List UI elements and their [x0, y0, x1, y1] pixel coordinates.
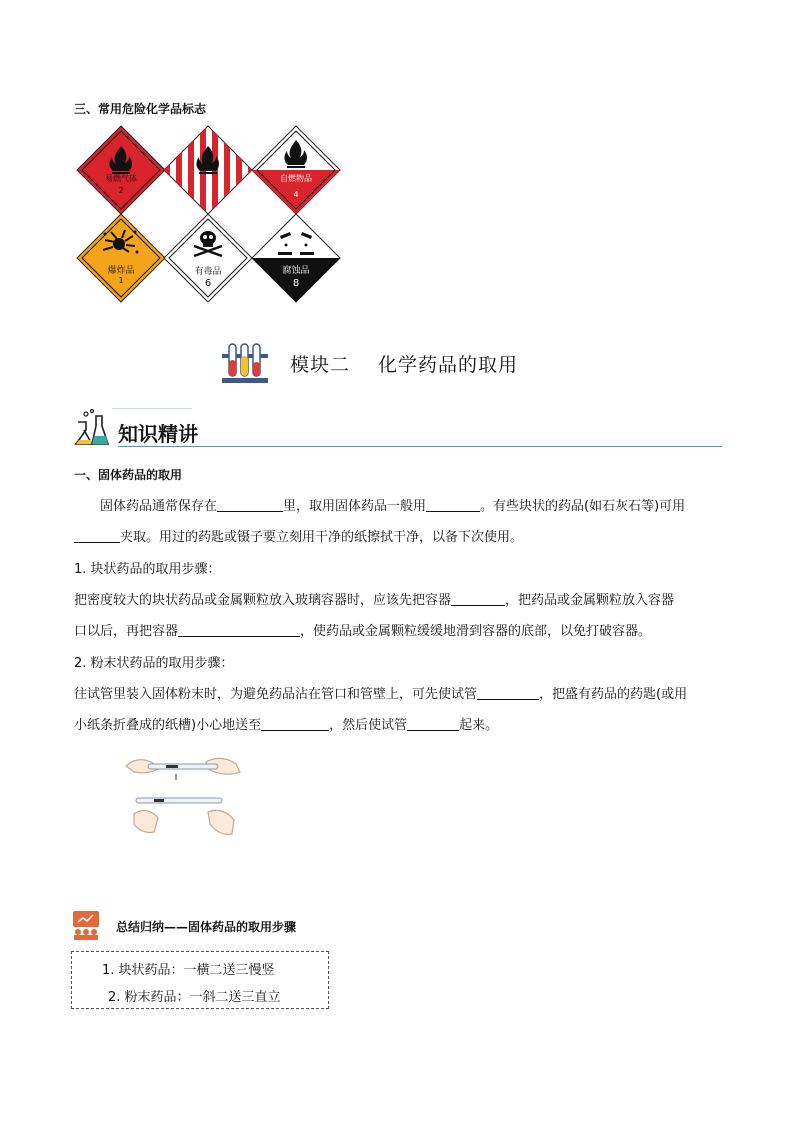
powder-text-b: ，把盛有药品的药匙(或用	[539, 687, 688, 702]
block-text-b: ，把药品或金属颗粒放入容器	[505, 593, 675, 608]
powder-text-e: 起来。	[459, 718, 499, 733]
block-text-a: 把密度较大的块状药品或金属颗粒放入玻璃容器时，应该先把容器	[74, 593, 452, 608]
sign-label: 易燃气体	[105, 174, 137, 183]
module-name: 模块二	[290, 354, 351, 376]
section-heading-danger-signs: 三、常用危险化学品标志	[74, 102, 207, 116]
sign-label: 自燃物品	[280, 174, 312, 183]
knowledge-header	[72, 406, 722, 450]
sign-label: 腐蚀品	[282, 266, 310, 276]
sign-number: 8	[292, 278, 300, 289]
hazard-sign-spontaneous-combustion	[250, 124, 342, 216]
module-topic: 化学药品的取用	[378, 354, 519, 376]
blank-powder-3[interactable]	[407, 716, 459, 731]
powder-steps-paragraph	[74, 679, 724, 741]
powder-text-d: ，然后使试管	[329, 718, 408, 733]
hazard-sign-flammable-solid	[162, 124, 254, 216]
blank-block-2[interactable]	[178, 622, 300, 637]
solid-intro-paragraph	[74, 491, 724, 553]
hazard-sign-flammable-gas	[75, 124, 167, 216]
intro-text-c: 。有些块状的药品(如石灰石等)可用	[480, 499, 686, 514]
skull-crossbones-icon	[162, 212, 254, 304]
blank-container[interactable]	[217, 497, 283, 512]
blank-tool[interactable]	[426, 497, 480, 512]
blank-powder-1[interactable]	[477, 685, 539, 700]
summary-box	[71, 951, 329, 1009]
block-text-d: ，使药品或金属颗粒缓缓地滑到容器的底部，以免打破容器。	[300, 624, 652, 639]
sign-number: 1	[118, 276, 124, 285]
presentation-board-icon	[72, 910, 100, 940]
summary-item: 2. 粉末药品：一斜二送三直立	[108, 990, 281, 1005]
lab-flask-icon	[72, 408, 112, 448]
intro-text-a: 固体药品通常保存在	[100, 499, 218, 514]
block-steps-paragraph	[74, 585, 724, 647]
block-steps-title: 1. 块状药品的取用步骤：	[74, 562, 221, 577]
blank-tweezers[interactable]	[74, 528, 120, 543]
corrosion-icon	[250, 212, 342, 304]
summary-title: 总结归纳——固体药品的取用步骤	[116, 920, 297, 934]
sign-number: 4	[293, 190, 299, 199]
summary-item: 1. 块状药品：一横二送三慢竖	[102, 963, 275, 978]
sign-number: 6	[204, 278, 212, 289]
hazard-sign-corrosive	[250, 212, 342, 304]
sign-label: 有毒品	[194, 267, 222, 277]
flame-icon	[250, 124, 342, 216]
knowledge-title: 知识精讲	[118, 422, 198, 446]
blank-powder-2[interactable]	[261, 716, 329, 731]
header-accent-line	[112, 408, 192, 409]
powder-steps-title: 2. 粉末状药品的取用步骤：	[74, 656, 234, 671]
flame-striped-icon	[162, 124, 254, 216]
blank-block-1[interactable]	[451, 591, 505, 606]
solid-heading: 一、固体药品的取用	[74, 468, 183, 482]
explosion-icon	[75, 212, 167, 304]
powder-text-a: 往试管里装入固体粉末时，为避免药品沾在管口和管壁上，可先使试管	[74, 687, 478, 702]
powder-text-c: 小纸条折叠成的纸槽)小心地送至	[74, 718, 262, 733]
intro-text-d: 夹取。用过的药匙或镊子要立刻用干净的纸擦拭干净，以备下次使用。	[120, 530, 524, 545]
module-title	[290, 350, 546, 377]
block-text-c: 口以后，再把容器	[74, 624, 179, 639]
test-tube-rack-icon	[220, 340, 270, 386]
test-tube-illustration	[124, 752, 244, 840]
hazard-sign-toxic	[162, 212, 254, 304]
sign-number: 2	[118, 186, 124, 195]
header-underline	[118, 446, 722, 447]
flame-icon	[75, 124, 167, 216]
intro-text-b: 里，取用固体药品一般用	[283, 499, 427, 514]
sign-label: 爆炸品	[107, 266, 135, 276]
hazard-sign-explosive	[75, 212, 167, 304]
